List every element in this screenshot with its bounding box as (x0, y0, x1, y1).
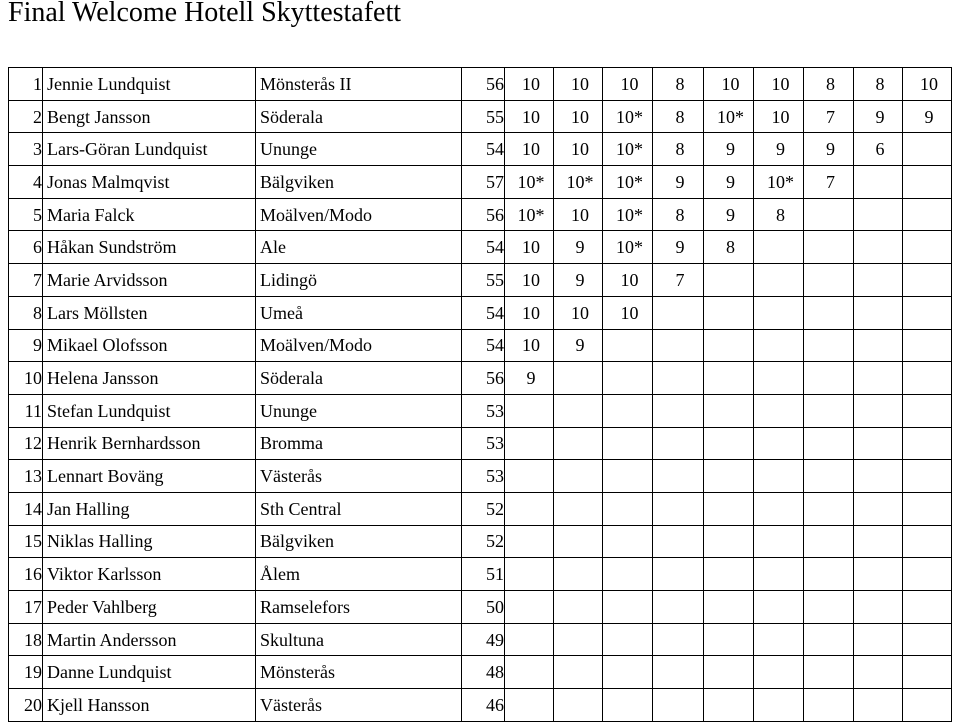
table-row (9, 329, 952, 362)
club-cell: Skultuna (256, 623, 462, 656)
shot-cell (754, 296, 804, 329)
shot-cell (804, 558, 854, 591)
club-cell: Ramselefors (256, 591, 462, 624)
shot-cell (554, 558, 603, 591)
shot-cell: 8 (653, 68, 704, 101)
shot-cell (603, 329, 653, 362)
shot-cell: 9 (653, 231, 704, 264)
club-cell: Bromma (256, 427, 462, 460)
shot-cell (754, 623, 804, 656)
shot-cell (804, 623, 854, 656)
rank-cell: 20 (9, 689, 43, 722)
shot-cell: 9 (903, 100, 952, 133)
shot-cell: 10 (505, 100, 554, 133)
shot-cell: 8 (653, 198, 704, 231)
shot-cell (704, 623, 754, 656)
shot-cell: 9 (704, 166, 754, 199)
shot-cell (704, 689, 754, 722)
shot-cell (704, 296, 754, 329)
shot-cell (903, 296, 952, 329)
shot-cell: 10 (704, 68, 754, 101)
shot-cell (505, 492, 554, 525)
name-cell: Mikael Olofsson (43, 329, 256, 362)
shot-cell: 10* (505, 198, 554, 231)
name-cell: Danne Lundquist (43, 656, 256, 689)
shot-cell (505, 623, 554, 656)
rank-cell: 14 (9, 492, 43, 525)
total-cell: 49 (462, 623, 505, 656)
rank-cell: 5 (9, 198, 43, 231)
table-row (9, 296, 952, 329)
shot-cell (505, 525, 554, 558)
shot-cell (554, 492, 603, 525)
shot-cell (704, 329, 754, 362)
rank-cell: 17 (9, 591, 43, 624)
shot-cell: 7 (804, 166, 854, 199)
shot-cell: 8 (854, 68, 903, 101)
shot-cell (854, 329, 903, 362)
shot-cell (854, 591, 903, 624)
name-cell: Martin Andersson (43, 623, 256, 656)
club-cell: Moälven/Modo (256, 329, 462, 362)
rank-cell: 2 (9, 100, 43, 133)
shot-cell (603, 591, 653, 624)
shot-cell (903, 591, 952, 624)
total-cell: 54 (462, 329, 505, 362)
shot-cell: 10 (554, 296, 603, 329)
table-row (9, 166, 952, 199)
shot-cell: 9 (704, 198, 754, 231)
shot-cell: 9 (804, 133, 854, 166)
rank-cell: 6 (9, 231, 43, 264)
rank-cell: 15 (9, 525, 43, 558)
shot-cell: 10* (505, 166, 554, 199)
shot-cell (704, 656, 754, 689)
shot-cell (804, 689, 854, 722)
shot-cell (704, 525, 754, 558)
rank-cell: 19 (9, 656, 43, 689)
shot-cell (854, 656, 903, 689)
club-cell: Västerås (256, 460, 462, 493)
shot-cell (554, 591, 603, 624)
shot-cell (603, 427, 653, 460)
shot-cell (653, 394, 704, 427)
shot-cell: 10 (505, 231, 554, 264)
shot-cell: 9 (554, 264, 603, 297)
shot-cell (754, 231, 804, 264)
shot-cell (804, 329, 854, 362)
shot-cell: 10 (554, 198, 603, 231)
name-cell: Maria Falck (43, 198, 256, 231)
table-row (9, 231, 952, 264)
shot-cell (854, 296, 903, 329)
shot-cell: 10* (554, 166, 603, 199)
shot-cell: 10 (554, 133, 603, 166)
name-cell: Viktor Karlsson (43, 558, 256, 591)
name-cell: Peder Vahlberg (43, 591, 256, 624)
total-cell: 52 (462, 525, 505, 558)
rank-cell: 8 (9, 296, 43, 329)
total-cell: 55 (462, 100, 505, 133)
name-cell: Lars Möllsten (43, 296, 256, 329)
shot-cell (653, 525, 704, 558)
shot-cell (603, 689, 653, 722)
shot-cell (854, 460, 903, 493)
club-cell: Sth Central (256, 492, 462, 525)
shot-cell (554, 362, 603, 395)
shot-cell (653, 460, 704, 493)
name-cell: Bengt Jansson (43, 100, 256, 133)
shot-cell (554, 460, 603, 493)
shot-cell (804, 231, 854, 264)
shot-cell: 10 (505, 264, 554, 297)
total-cell: 55 (462, 264, 505, 297)
rank-cell: 18 (9, 623, 43, 656)
shot-cell (554, 689, 603, 722)
shot-cell (704, 591, 754, 624)
name-cell: Henrik Bernhardsson (43, 427, 256, 460)
shot-cell (505, 394, 554, 427)
shot-cell: 9 (704, 133, 754, 166)
shot-cell (854, 362, 903, 395)
shot-cell: 10 (505, 329, 554, 362)
shot-cell (554, 525, 603, 558)
shot-cell (554, 394, 603, 427)
shot-cell (854, 427, 903, 460)
shot-cell (653, 492, 704, 525)
name-cell: Jennie Lundquist (43, 68, 256, 101)
rank-cell: 16 (9, 558, 43, 591)
shot-cell (603, 525, 653, 558)
total-cell: 50 (462, 591, 505, 624)
table-row (9, 394, 952, 427)
shot-cell (804, 427, 854, 460)
shot-cell: 10 (754, 100, 804, 133)
shot-cell (804, 460, 854, 493)
shot-cell (505, 460, 554, 493)
shot-cell (754, 525, 804, 558)
shot-cell: 7 (804, 100, 854, 133)
shot-cell (903, 689, 952, 722)
club-cell: Mönsterås (256, 656, 462, 689)
shot-cell (603, 558, 653, 591)
shot-cell (754, 394, 804, 427)
table-row (9, 460, 952, 493)
shot-cell (854, 689, 903, 722)
results-table (8, 67, 952, 722)
shot-cell: 10* (603, 166, 653, 199)
shot-cell: 10 (903, 68, 952, 101)
table-row (9, 133, 952, 166)
rank-cell: 11 (9, 394, 43, 427)
shot-cell (554, 656, 603, 689)
shot-cell (704, 362, 754, 395)
table-row (9, 68, 952, 101)
shot-cell: 10 (603, 68, 653, 101)
shot-cell: 10* (704, 100, 754, 133)
club-cell: Moälven/Modo (256, 198, 462, 231)
shot-cell (603, 460, 653, 493)
name-cell: Helena Jansson (43, 362, 256, 395)
total-cell: 54 (462, 296, 505, 329)
shot-cell (603, 394, 653, 427)
shot-cell (804, 296, 854, 329)
shot-cell (854, 198, 903, 231)
shot-cell (754, 362, 804, 395)
shot-cell (903, 198, 952, 231)
shot-cell (903, 231, 952, 264)
table-row (9, 362, 952, 395)
shot-cell: 8 (653, 133, 704, 166)
shot-cell (854, 525, 903, 558)
shot-cell (505, 427, 554, 460)
shot-cell: 9 (554, 231, 603, 264)
shot-cell (754, 689, 804, 722)
shot-cell (704, 264, 754, 297)
total-cell: 53 (462, 394, 505, 427)
shot-cell (804, 198, 854, 231)
total-cell: 46 (462, 689, 505, 722)
shot-cell (603, 362, 653, 395)
shot-cell (754, 264, 804, 297)
shot-cell: 8 (704, 231, 754, 264)
shot-cell (653, 296, 704, 329)
shot-cell: 9 (854, 100, 903, 133)
shot-cell (653, 591, 704, 624)
total-cell: 57 (462, 166, 505, 199)
shot-cell (754, 329, 804, 362)
shot-cell (854, 492, 903, 525)
name-cell: Håkan Sundström (43, 231, 256, 264)
shot-cell: 10* (603, 231, 653, 264)
table-row (9, 264, 952, 297)
table-row (9, 525, 952, 558)
total-cell: 53 (462, 460, 505, 493)
shot-cell: 10* (603, 133, 653, 166)
name-cell: Lars-Göran Lundquist (43, 133, 256, 166)
name-cell: Stefan Lundquist (43, 394, 256, 427)
shot-cell (704, 558, 754, 591)
shot-cell (603, 623, 653, 656)
shot-cell (903, 329, 952, 362)
shot-cell (903, 558, 952, 591)
shot-cell (854, 394, 903, 427)
shot-cell: 9 (754, 133, 804, 166)
shot-cell (903, 394, 952, 427)
shot-cell (754, 591, 804, 624)
shot-cell (653, 558, 704, 591)
page-title: Final Welcome Hotell Skyttestafett (8, 0, 402, 28)
shot-cell (903, 492, 952, 525)
shot-cell (554, 427, 603, 460)
club-cell: Västerås (256, 689, 462, 722)
shot-cell (804, 591, 854, 624)
name-cell: Lennart Boväng (43, 460, 256, 493)
shot-cell (653, 329, 704, 362)
shot-cell: 10 (505, 296, 554, 329)
shot-cell (854, 558, 903, 591)
total-cell: 52 (462, 492, 505, 525)
shot-cell (854, 166, 903, 199)
table-row (9, 623, 952, 656)
shot-cell (754, 656, 804, 689)
shot-cell: 9 (505, 362, 554, 395)
rank-cell: 10 (9, 362, 43, 395)
club-cell: Bälgviken (256, 525, 462, 558)
rank-cell: 7 (9, 264, 43, 297)
shot-cell (804, 362, 854, 395)
club-cell: Bälgviken (256, 166, 462, 199)
shot-cell (653, 623, 704, 656)
name-cell: Jan Halling (43, 492, 256, 525)
shot-cell: 10* (754, 166, 804, 199)
shot-cell (804, 525, 854, 558)
total-cell: 48 (462, 656, 505, 689)
table-row (9, 689, 952, 722)
shot-cell (704, 492, 754, 525)
shot-cell: 10 (554, 68, 603, 101)
shot-cell (653, 656, 704, 689)
club-cell: Ålem (256, 558, 462, 591)
shot-cell: 7 (653, 264, 704, 297)
shot-cell (903, 623, 952, 656)
club-cell: Lidingö (256, 264, 462, 297)
shot-cell (804, 394, 854, 427)
shot-cell (903, 166, 952, 199)
results-body (9, 68, 952, 722)
total-cell: 56 (462, 198, 505, 231)
club-cell: Söderala (256, 100, 462, 133)
shot-cell (903, 264, 952, 297)
shot-cell (653, 427, 704, 460)
shot-cell (704, 427, 754, 460)
total-cell: 56 (462, 362, 505, 395)
shot-cell: 10* (603, 198, 653, 231)
shot-cell (505, 689, 554, 722)
shot-cell (804, 656, 854, 689)
shot-cell (903, 362, 952, 395)
shot-cell (754, 460, 804, 493)
shot-cell (854, 231, 903, 264)
table-row (9, 198, 952, 231)
club-cell: Ale (256, 231, 462, 264)
shot-cell: 10 (603, 264, 653, 297)
shot-cell: 6 (854, 133, 903, 166)
shot-cell: 10 (754, 68, 804, 101)
total-cell: 56 (462, 68, 505, 101)
name-cell: Kjell Hansson (43, 689, 256, 722)
shot-cell: 10 (505, 68, 554, 101)
table-row (9, 100, 952, 133)
rank-cell: 9 (9, 329, 43, 362)
shot-cell: 10 (603, 296, 653, 329)
name-cell: Marie Arvidsson (43, 264, 256, 297)
shot-cell (704, 394, 754, 427)
shot-cell (505, 591, 554, 624)
name-cell: Niklas Halling (43, 525, 256, 558)
rank-cell: 12 (9, 427, 43, 460)
club-cell: Mönsterås II (256, 68, 462, 101)
rank-cell: 1 (9, 68, 43, 101)
rank-cell: 4 (9, 166, 43, 199)
shot-cell (903, 656, 952, 689)
name-cell: Jonas Malmqvist (43, 166, 256, 199)
table-row (9, 427, 952, 460)
shot-cell: 9 (554, 329, 603, 362)
shot-cell (754, 558, 804, 591)
table-row (9, 591, 952, 624)
shot-cell: 9 (653, 166, 704, 199)
shot-cell: 8 (804, 68, 854, 101)
table-row (9, 656, 952, 689)
shot-cell (653, 689, 704, 722)
shot-cell (653, 362, 704, 395)
shot-cell: 10* (603, 100, 653, 133)
club-cell: Umeå (256, 296, 462, 329)
shot-cell (554, 623, 603, 656)
rank-cell: 3 (9, 133, 43, 166)
shot-cell (903, 427, 952, 460)
total-cell: 54 (462, 133, 505, 166)
shot-cell: 8 (653, 100, 704, 133)
shot-cell: 8 (754, 198, 804, 231)
shot-cell (903, 525, 952, 558)
total-cell: 53 (462, 427, 505, 460)
club-cell: Ununge (256, 394, 462, 427)
shot-cell (754, 427, 804, 460)
shot-cell (854, 264, 903, 297)
shot-cell (704, 460, 754, 493)
total-cell: 54 (462, 231, 505, 264)
table-row (9, 492, 952, 525)
total-cell: 51 (462, 558, 505, 591)
shot-cell (603, 492, 653, 525)
shot-cell (754, 492, 804, 525)
table-row (9, 558, 952, 591)
club-cell: Söderala (256, 362, 462, 395)
shot-cell (603, 656, 653, 689)
shot-cell (804, 492, 854, 525)
shot-cell (505, 558, 554, 591)
shot-cell: 10 (554, 100, 603, 133)
shot-cell (505, 656, 554, 689)
rank-cell: 13 (9, 460, 43, 493)
shot-cell (903, 460, 952, 493)
shot-cell (854, 623, 903, 656)
shot-cell (903, 133, 952, 166)
shot-cell: 10 (505, 133, 554, 166)
club-cell: Ununge (256, 133, 462, 166)
shot-cell (804, 264, 854, 297)
